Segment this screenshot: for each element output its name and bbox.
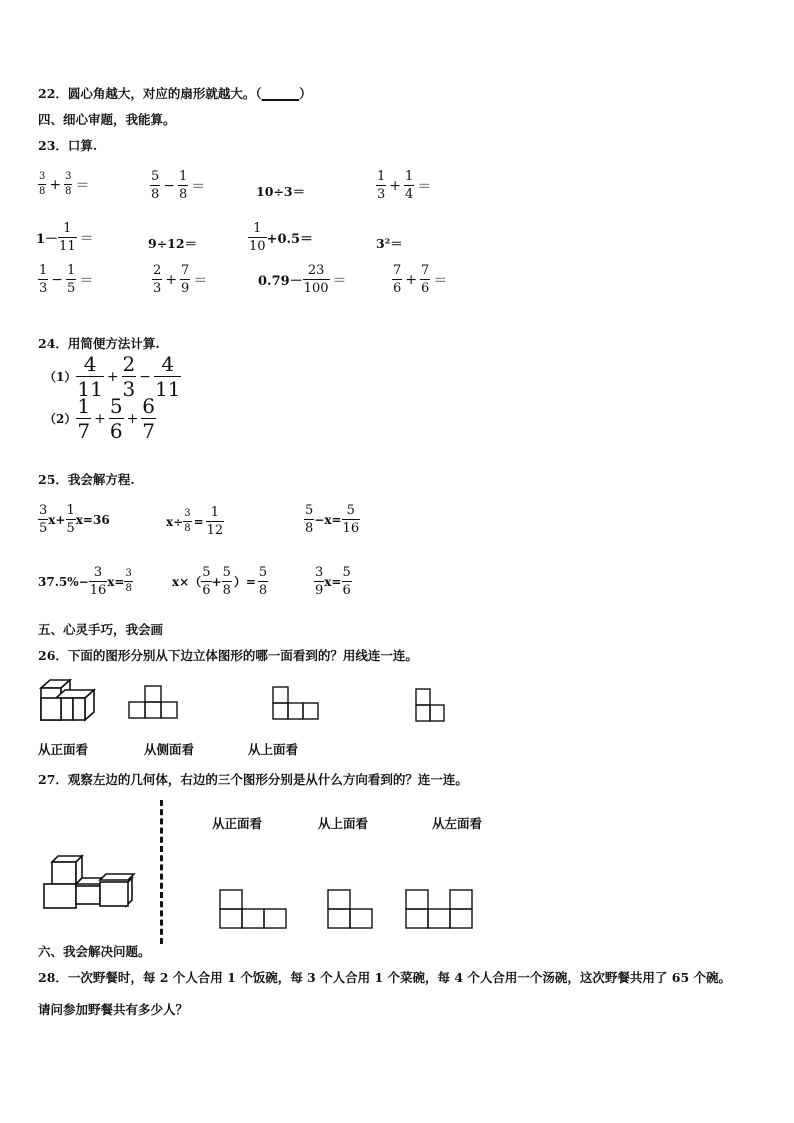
q23-r3-a: $\frac{1}{3}$ − $\frac{1}{5}$ ＝ [39, 263, 94, 296]
q23-r3-c: 0.79－ $\frac{23}{100}$ ＝ [258, 263, 347, 296]
question-28-line1: 28．一次野餐时，每 2 个人合用 1 个饭碗，每 3 个人合用 1 个菜碗，每 4 个人合用一个汤碗，这次野餐共用了 65 个碗。 [38, 970, 732, 985]
q27-solid-figure [42, 854, 142, 914]
q23-r2-d: 3²＝ [376, 236, 403, 251]
q26-label-front: 从正面看 [38, 742, 89, 757]
q25-eq3: $\frac{5}{8}$ −x= $\frac{5}{16}$ [305, 503, 360, 536]
q27-label-top: 从上面看 [318, 816, 369, 831]
question-25-title: 25．我会解方程. [38, 472, 135, 487]
q23-r3-d: $\frac{7}{6}$ + $\frac{7}{6}$ ＝ [393, 263, 448, 296]
q23-r2-c: $\frac{1}{10}$ +0.5＝ [249, 221, 314, 254]
q27-label-left: 从左面看 [432, 816, 483, 831]
q23-r2-b: 9÷12＝ [148, 236, 198, 251]
q26-label-top: 从上面看 [248, 742, 299, 757]
section-6-heading: 六、我会解决问题。 [38, 944, 151, 959]
q25-eq4: 37.5%− $\frac{3}{16}$ x= $\frac{3}{8}$ [38, 565, 132, 598]
q27-view-2 [326, 888, 378, 932]
q25-eq1: $\frac{3}{5}$ x+ $\frac{1}{5}$ x=36 [39, 503, 110, 536]
question-27-title: 27．观察左边的几何体，右边的三个图形分别是从什么方向看到的？连一连。 [38, 772, 468, 787]
section-5-heading: 五、心灵手巧，我会画 [38, 622, 164, 637]
question-22: 22．圆心角越大，对应的扇形就越大。（______） [38, 86, 312, 101]
q23-r3-b: $\frac{2}{3}$ + $\frac{7}{9}$ ＝ [153, 263, 208, 296]
section-4-heading: 四、细心审题，我能算。 [38, 112, 176, 127]
q26-solid-figure [36, 676, 102, 724]
q23-r1-a: $\frac{3}{8}$ + $\frac{3}{8}$ ＝ [39, 171, 90, 197]
q26-view-2 [272, 686, 322, 722]
q26-label-side: 从侧面看 [144, 742, 195, 757]
q23-r1-b: $\frac{5}{8}$ − $\frac{1}{8}$ ＝ [151, 169, 206, 202]
question-23-title: 23．口算. [38, 138, 98, 153]
q23-r1-c: 10÷3＝ [256, 184, 306, 199]
q27-label-front: 从正面看 [212, 816, 263, 831]
answer-blank[interactable]: ______ [261, 86, 300, 101]
divider-dashed [160, 800, 163, 944]
q24-part1: （1） $\frac{4}{11}$ + $\frac{2}{3}$ − $\frac{4}{11}$ [44, 352, 181, 401]
q25-eq5: x×（ $\frac{5}{6}$ + $\frac{5}{8}$ ）= $\frac{5}{8}$ [172, 565, 268, 598]
q23-r1-d: $\frac{1}{3}$ + $\frac{1}{4}$ ＝ [377, 169, 432, 202]
q25-eq6: $\frac{3}{9}$ x= $\frac{5}{6}$ [315, 565, 351, 598]
q25-eq2: x÷ $\frac{3}{8}$ = $\frac{1}{12}$ [166, 505, 224, 538]
q26-view-1 [128, 684, 180, 722]
q27-view-1 [218, 888, 290, 932]
question-26-title: 26．下面的图形分别从下边立体图形的哪一面看到的？用线连一连。 [38, 648, 418, 663]
q23-r2-a: 1－ $\frac{1}{11}$ ＝ [36, 221, 94, 254]
question-28-line2: 请问参加野餐共有多少人？ [38, 1002, 189, 1017]
q27-view-3 [404, 888, 476, 932]
q26-view-3 [414, 686, 450, 726]
q24-part2: （2） $\frac{1}{7}$ + $\frac{5}{6}$ + $\frac{6}{7}$ [44, 394, 156, 443]
question-24-title: 24．用简便方法计算. [38, 336, 160, 351]
